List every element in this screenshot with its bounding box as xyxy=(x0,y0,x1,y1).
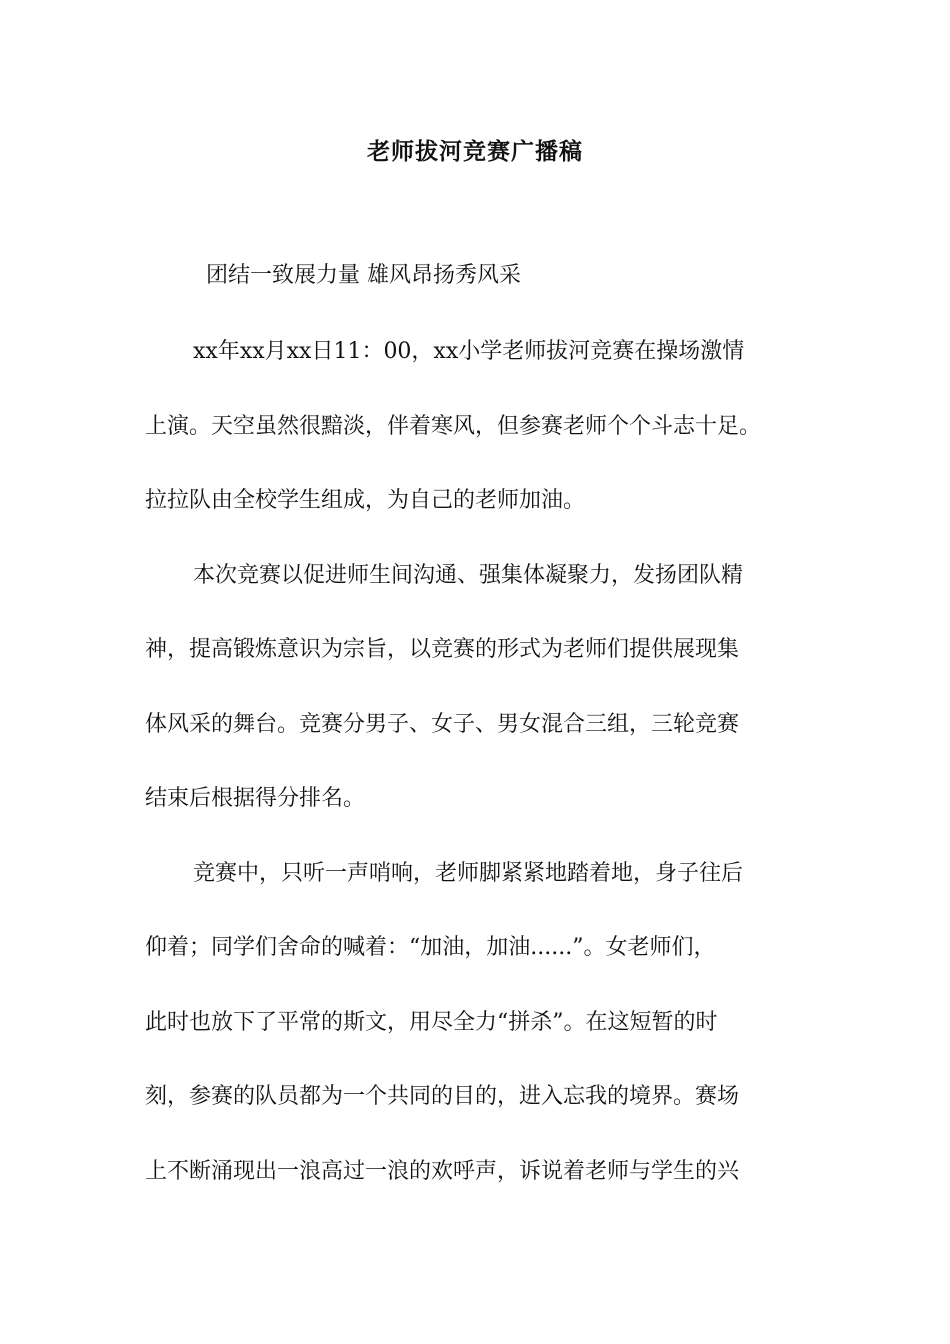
body-line: 上不断涌现出一浪高过一浪的欢呼声，诉说着老师与学生的兴 xyxy=(145,1158,740,1184)
body-line: 上演。天空虽然很黯淡，伴着寒风，但参赛老师个个斗志十足。 xyxy=(145,413,762,439)
body-line: 体风采的舞台。竞赛分男子、女子、男女混合三组，三轮竞赛 xyxy=(145,711,740,737)
document-body xyxy=(145,330,825,1224)
document-title: 老师拔河竞赛广播稿 xyxy=(367,138,583,165)
body-line: xx年xx月xx日11：00，xx小学老师拔河竞赛在操场激情 xyxy=(193,339,745,364)
body-line: 此时也放下了平常的斯文，用尽全力“拼杀”。在这短暂的时 xyxy=(145,1009,718,1035)
body-line: 神，提高锻炼意识为宗旨，以竞赛的形式为老师们提供展现集 xyxy=(145,637,740,662)
body-line: 结束后根据得分排名。 xyxy=(145,786,366,811)
body-line: 本次竞赛以促进师生间沟通、强集体凝聚力，发扬团队精 xyxy=(193,562,744,588)
body-line: 竞赛中，只听一声哨响，老师脚紧紧地踏着地，身子往后 xyxy=(193,860,744,886)
body-line: 刻，参赛的队员都为一个共同的目的，进入忘我的境界。赛场 xyxy=(145,1084,740,1109)
document-subtitle: 团结一致展力量 雄风昂扬秀风采 xyxy=(206,263,521,288)
body-line: 仰着；同学们舍命的喊着：“加油，加油......”。女老师们， xyxy=(145,935,716,960)
body-line: 拉拉队由全校学生组成，为自己的老师加油。 xyxy=(145,488,586,513)
